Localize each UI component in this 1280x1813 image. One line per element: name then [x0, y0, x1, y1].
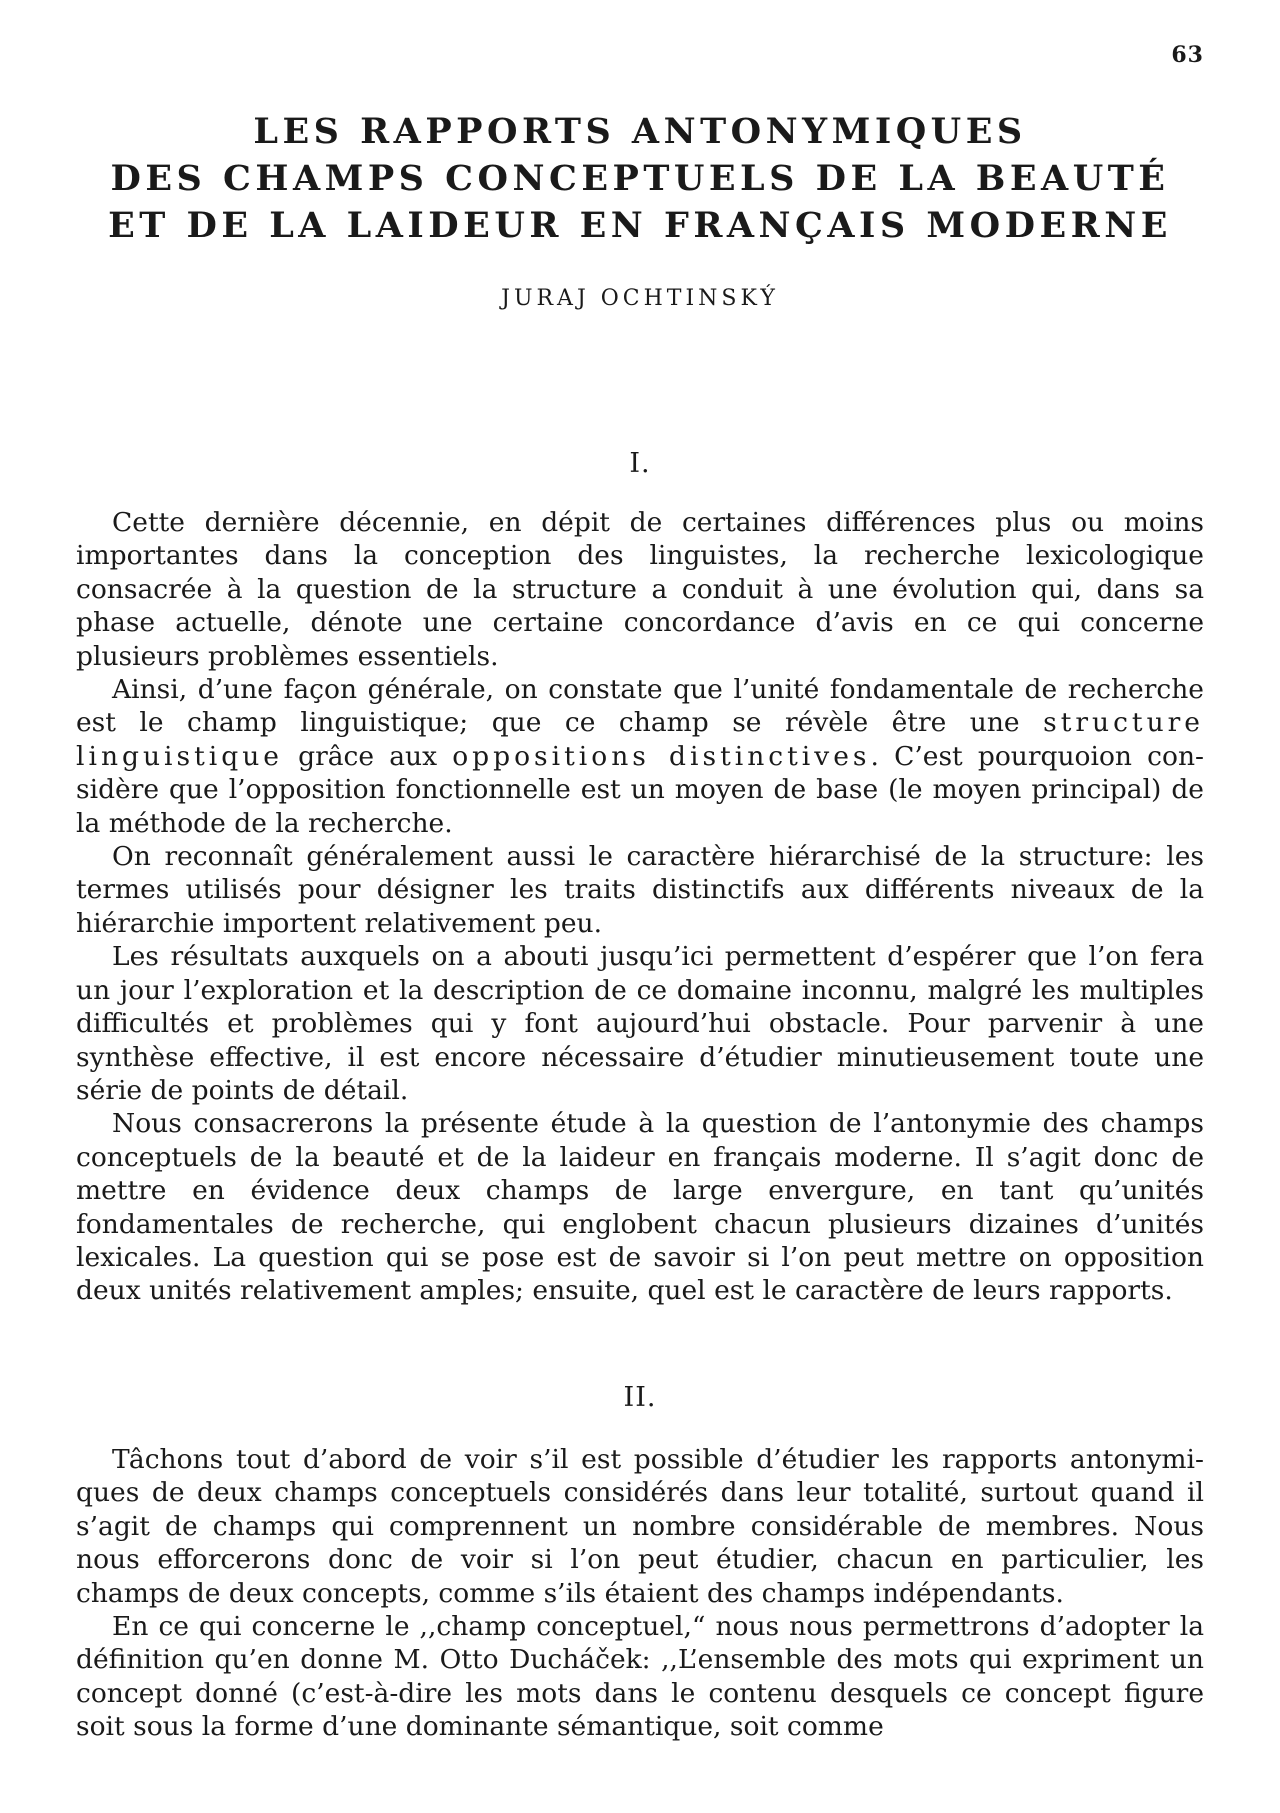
paragraph [76, 673, 1204, 840]
paragraph: On reconnaît généralement aussi le caractère hiérarchisé de la structure: les termes utilisés pour désigner les traits distinctifs aux différents niveaux de la hiérarchie importent relativement peu. [76, 841, 1204, 939]
paragraph: En ce qui concerne le ,,champ conceptuel,“ nous nous permettrons d’adopter la définition qu’en donne M. Otto Ducháček: ,,L’ensemble des mots qui expriment un concept donné (c’est-à-dire les mots dans le contenu desquels ce concept figure soit sous la forme d’une dominante sémantique, soit comme [76, 1611, 1204, 1743]
paragraph: Tâchons tout d’abord de voir s’il est possible d’étudier les rapports antonymiques de deux champs conceptuels considérés dans leur totalité, surtout quand il s’agit de champs qui comprennent un nombre considérable de membres. Nous nous efforcerons donc de voir si l’on peut étudier, chacun en particulier, les champs de deux concepts, comme s’ils étaient des champs indépendants. [76, 1444, 1204, 1609]
title-line-3: ET DE LA LAIDEUR EN FRANÇAIS MODERNE [108, 205, 1172, 246]
paragraph-text: . C’est pourquoion considère que l’opposition fonctionnelle est un moyen de base (le moyen principal) de la méthode de la recherche. [76, 740, 1204, 839]
author-name: JURAJ OCHTINSKÝ [501, 286, 779, 311]
page-number: 63 [1171, 42, 1204, 68]
section-heading-2: II. [623, 1382, 657, 1413]
emphasized-term: structure linguistique [76, 707, 1204, 772]
paragraph: Les résultats auxquels on a abouti jusqu’ici permettent d’espérer que l’on fera un jour l’exploration et la description de ce domaine inconnu, malgré les multiples difficultés et problèmes qui y font aujourd’hui obstacle. Pour parvenir à une synthèse effective, il est encore nécessaire d’étudier minutieusement toute une série de points de détail. [76, 941, 1204, 1106]
title-line-1: LES RAPPORTS ANTONYMIQUES [253, 111, 1027, 152]
section-1-body [76, 506, 1204, 1308]
article-title [76, 108, 1204, 249]
section-heading-1: I. [629, 448, 651, 479]
emphasized-term: oppositions distinctives [452, 740, 871, 772]
paragraph-text: Ainsi, d’une façon générale, on constate que l’unité fondamentale de recherche est le champ linguistique; que ce champ se révèle être une [76, 674, 1204, 739]
paragraph-text: grâce aux [282, 740, 453, 772]
paragraph: Nous consacrerons la présente étude à la question de l’antonymie des champs conceptuels de la beauté et de la laideur en français moderne. Il s’agit donc de mettre en évidence deux champs de large envergure, en tant qu’unités fondamentales de recherche, qui englobent chacun plusieurs dizaines d’unités lexicales. La question qui se pose est de savoir si l’on peut mettre on opposition deux unités relativement amples; ensuite, quel est le caractère de leurs rapports. [76, 1108, 1204, 1307]
title-line-2: DES CHAMPS CONCEPTUELS DE LA BEAUTÉ [110, 158, 1170, 199]
section-2-body [76, 1443, 1204, 1744]
paragraph: Cette dernière décennie, en dépit de certaines différences plus ou moins importantes dans la conception des linguistes, la recherche lexicologique consacrée à la question de la structure a conduit à une évolution qui, dans sa phase actuelle, dénote une certaine concordance d’avis en ce qui concerne plusieurs problèmes essentiels. [76, 507, 1204, 672]
